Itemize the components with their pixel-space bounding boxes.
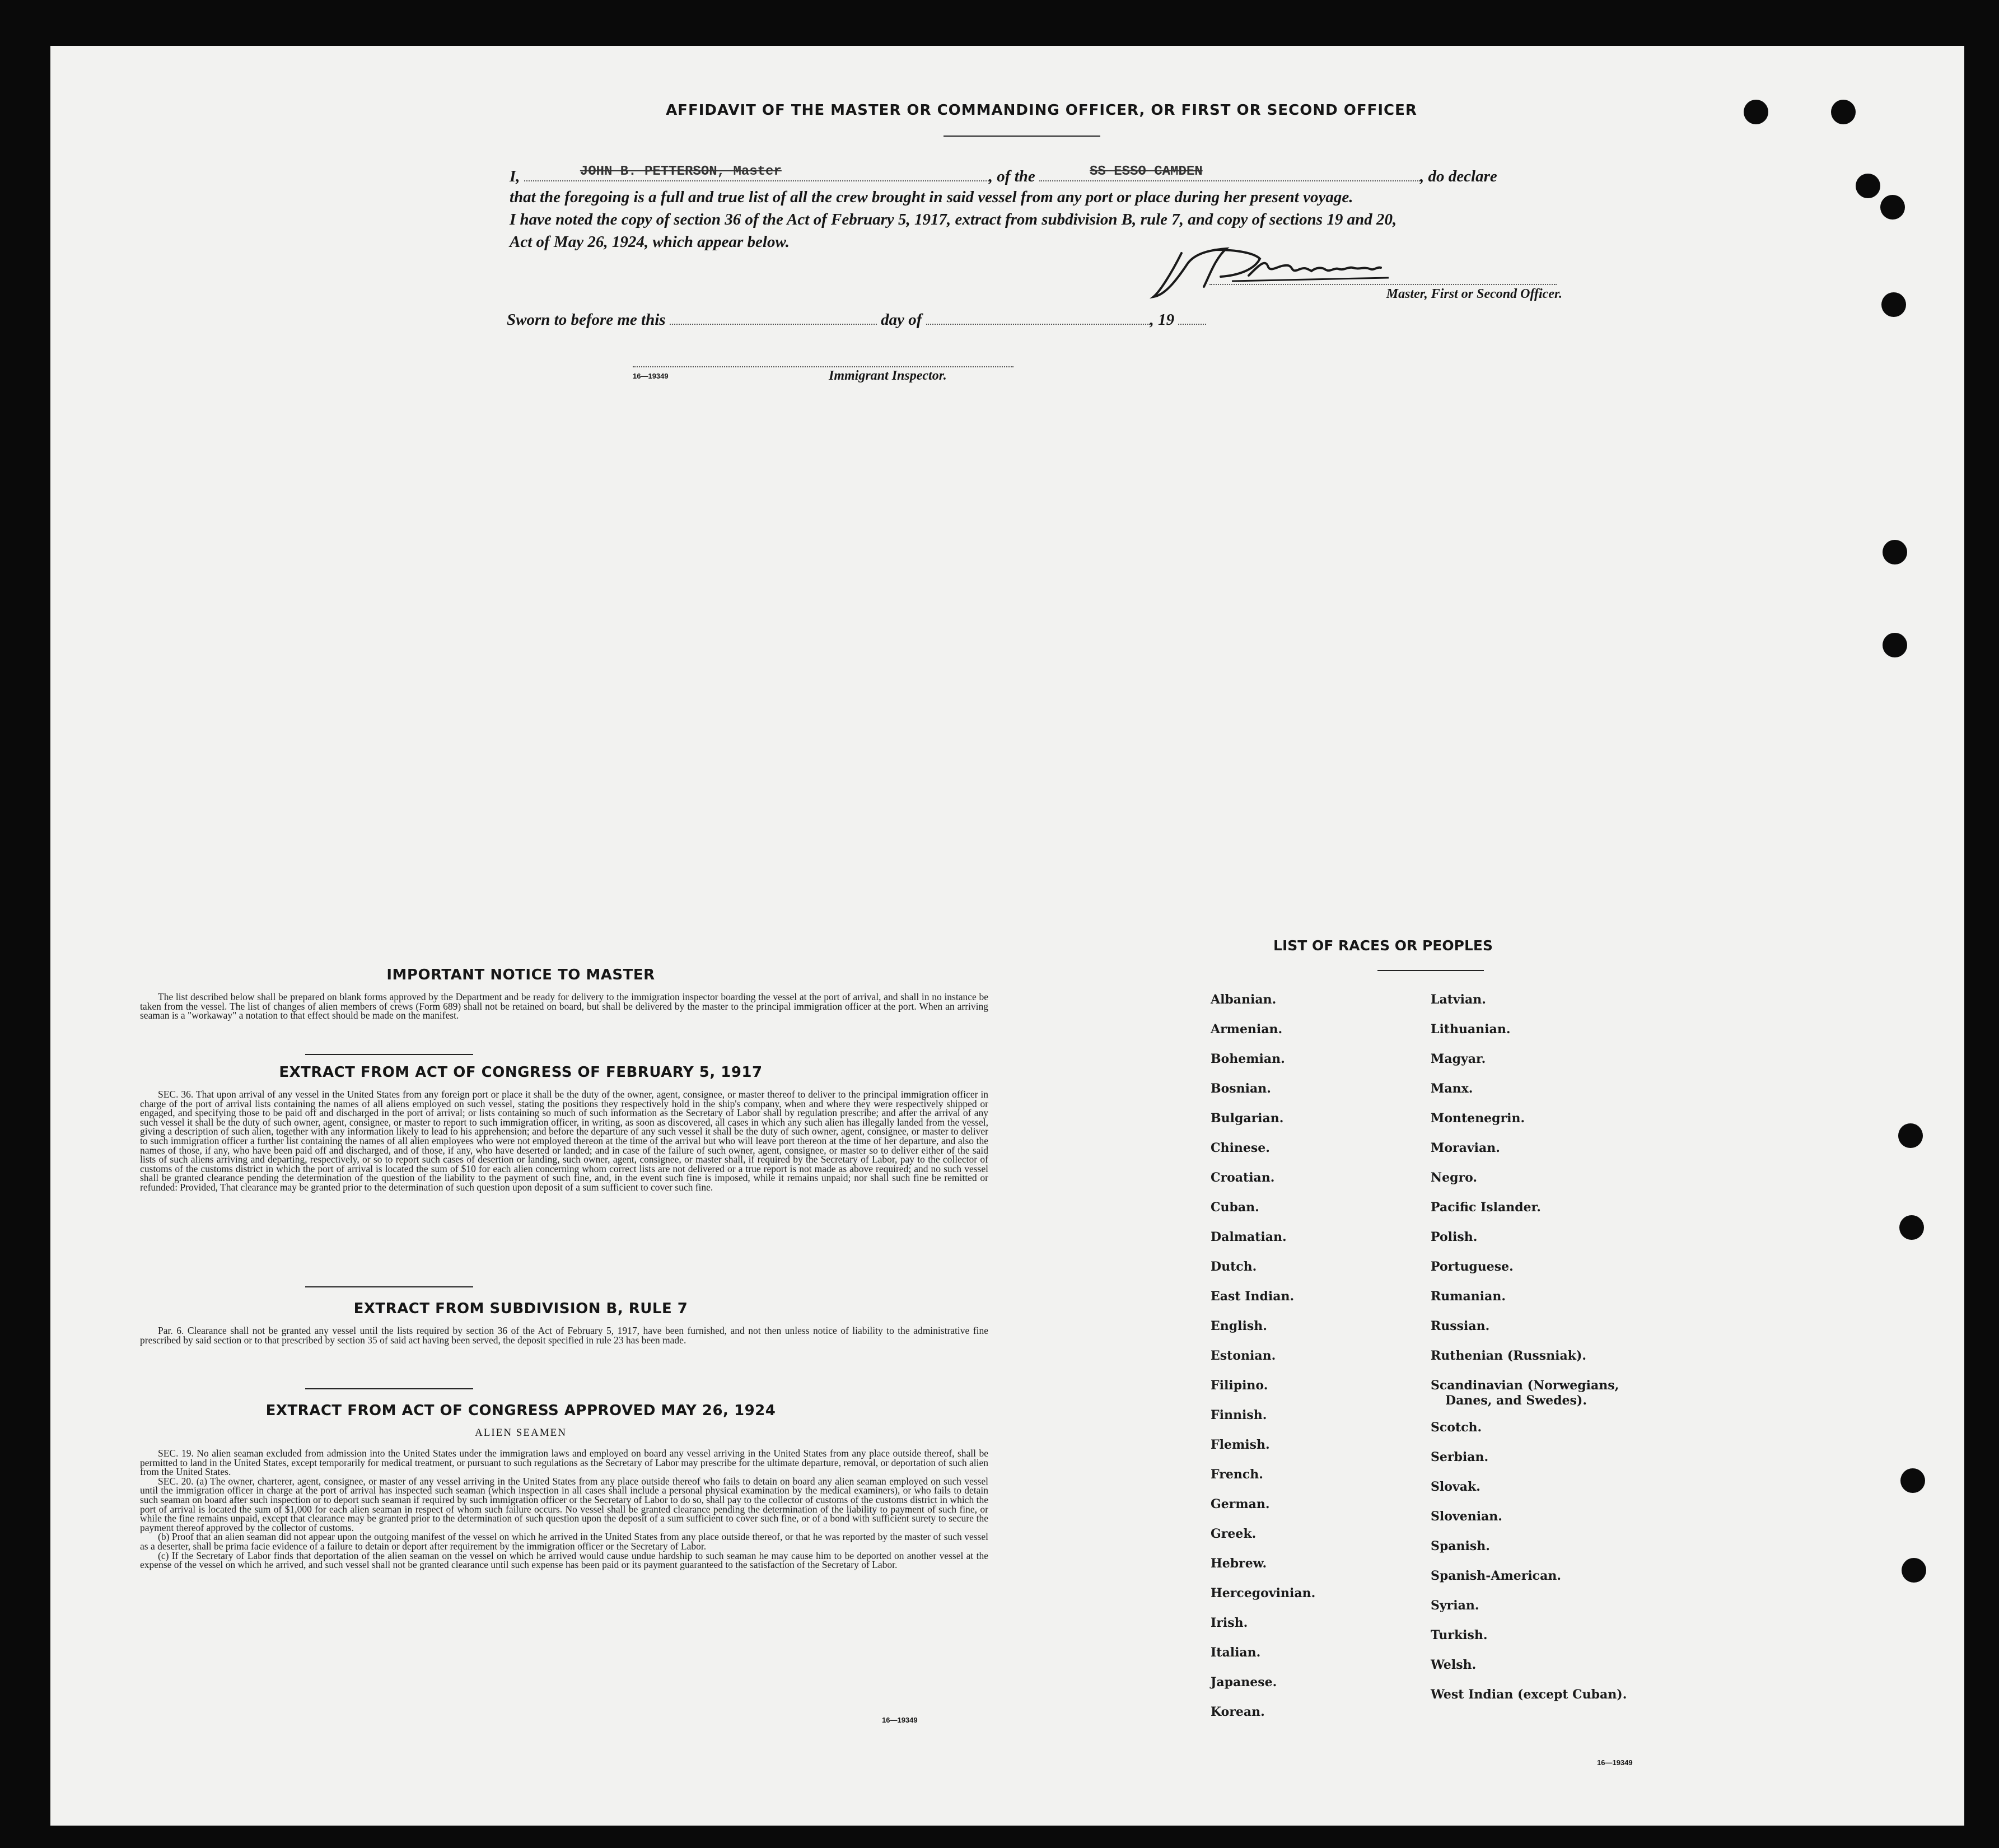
divider (305, 1286, 473, 1287)
extract-rule7-body (140, 1326, 988, 1345)
sworn-day-field (670, 309, 877, 325)
race-item: Negro. (1431, 1170, 1478, 1185)
punch-hole (1831, 100, 1856, 124)
section-20a-text: SEC. 20. (a) The owner, charterer, agent, consignee, or master of any vessel arriving in the United States from any place outside thereof who fails to detain on board any alien seaman employed on such vessel until the immigration officer in charge at the port of arrival has inspected such seaman (which inspection in all cases shall include a personal physical examination by the medical examiners), or who fails to detain such seaman on board after such inspection or to deport such seaman if required by such immigration officer or the Secretary of Labor to do so, shall pay to the collector of customs of the customs district in which the port of arrival is located the sum of $1,000 for each alien seaman in respect of whom such failure occurs. No vessel shall be granted clearance pending the determination of the liability to payment of such fine, or while the fine remains unpaid, except that clearance may be granted prior to the determination of such question upon the deposit of a sum sufficient to cover such fine, or of a bond with sufficient surety to secure the payment thereof approved by the collector of customs. (140, 1475, 988, 1533)
race-item: Slovenian. (1431, 1509, 1502, 1524)
race-item: Finnish. (1211, 1408, 1267, 1422)
race-item: Turkish. (1431, 1628, 1488, 1643)
race-item: Slovak. (1431, 1480, 1480, 1495)
divider (305, 1388, 473, 1389)
vessel-name-field (1039, 166, 1420, 181)
affidavit-i: I, (510, 167, 520, 185)
race-item: West Indian (except Cuban). (1431, 1687, 1627, 1702)
race-item: Ruthenian (Russniak). (1431, 1348, 1587, 1363)
race-item-line: Scandinavian (Norwegians, (1431, 1378, 1619, 1393)
race-item: East Indian. (1211, 1289, 1295, 1304)
master-name: JOHN B. PETTERSON, Master (580, 164, 782, 179)
section-20b-text: (b) Proof that an alien seaman did not appear upon the outgoing manifest of the vessel on which he arrived in the United States from any place outside thereof, or that he was reported by the master of such vessel as a deserter, shall be prima facie evidence of a failure to detain or deport after requirement by the immigration officer or the Secretary of Labor. (140, 1531, 988, 1552)
extract-1924-body (140, 1449, 988, 1570)
punch-hole (1902, 1558, 1926, 1583)
race-item: Syrian. (1431, 1598, 1479, 1613)
title-divider (944, 136, 1100, 137)
race-item: French. (1211, 1467, 1263, 1482)
race-item: Croatian. (1211, 1170, 1275, 1185)
extract-1917-body (140, 1090, 988, 1192)
race-item: Magyar. (1431, 1052, 1486, 1066)
race-item: Irish. (1211, 1616, 1248, 1630)
race-item: Scotch. (1431, 1420, 1482, 1435)
punch-hole (1899, 1215, 1924, 1240)
punch-hole (1898, 1123, 1923, 1148)
race-item: Flemish. (1211, 1438, 1270, 1452)
year-prefix: , 19 (1150, 311, 1175, 329)
affidavit-title: AFFIDAVIT OF THE MASTER OR COMMANDING OFFICER, OR FIRST OR SECOND OFFICER (666, 102, 1417, 119)
inspector-caption: Immigrant Inspector. (829, 368, 947, 383)
punch-hole (1880, 195, 1905, 220)
race-item: Dalmatian. (1211, 1230, 1287, 1244)
race-item: Chinese. (1211, 1141, 1270, 1155)
race-item: English. (1211, 1319, 1267, 1333)
affidavit-of-the: , of the (988, 167, 1035, 185)
race-item: Moravian. (1431, 1141, 1500, 1155)
punch-hole (1856, 174, 1880, 198)
race-item: Portuguese. (1431, 1259, 1514, 1274)
section-20c-text: (c) If the Secretary of Labor finds that deportation of the alien seaman on the vessel on which he arrived would cause undue hardship to such seaman he may cause him to be deported on another vessel at the expense of the vessel on which he arrived, and such vessel shall not be granted clearance until such expense has been paid or its payment guaranteed to the satisfaction of the Secretary of Labor. (140, 1550, 988, 1571)
master-name-field (524, 166, 989, 181)
divider (305, 1054, 473, 1055)
sworn-line (507, 309, 1571, 329)
race-item: Dutch. (1211, 1259, 1257, 1274)
affidavit-do-declare: , do declare (1420, 167, 1497, 185)
race-item: Welsh. (1431, 1658, 1477, 1673)
section-36-text: SEC. 36. That upon arrival of any vessel in the United States from any foreign port or place it shall be the duty of the owner, agent, consignee, or master thereof to deliver to the principal immigration officer in charge of the port of arrival lists containing the names of all aliens employed on such vessel, stating the positions they respectively hold in the ship's company, when and where they were respectively shipped or engaged, and specifying those to be paid off and discharged in the port of arrival; or lists containing so much of such information as the Secretary of Labor shall by regulation prescribe; and after the arrival of any such vessel it shall be the duty of such owner, agent, consignee, or master to report to such immigration officer, in writing, as soon as discovered, all cases in which any such alien has illegally landed from the vessel, giving a description of such alien, together with any information likely to lead to his apprehension; and before the departure of any such vessel it shall be the duty of such owner, agent, consignee, or master to deliver to such immigration officer a further list containing the names of all alien employees who were not employed thereon at the time of the arrival but who will leave port thereon at the time of her departure, and also the names of those, if any, who have been paid off and discharged, and of those, if any, who have deserted or landed; and in case of the failure of such owner, agent, consignee, or master so to deliver either of the said lists of such aliens arriving and departing, respectively, or so to report such cases of desertion or landing, such owner, agent, consignee, or master shall, if required by the Secretary of Labor, pay to the collector of customs of the customs district in which the port of arrival is located the sum of $10 for each alien concerning whom correct lists are not delivered or a true report is not made as above required; and no such vessel shall be granted clearance pending the determination of the question of the liability to the payment of such fine, and, in the event such fine is imposed, while it remains unpaid; nor shall such fine be remitted or refunded: Provided, That clearance may be granted prior to the determination of such question upon deposit of a sum sufficient to cover such fine. (140, 1089, 988, 1193)
race-item: Montenegrin. (1431, 1111, 1525, 1126)
race-item: Armenian. (1211, 1022, 1283, 1037)
race-item: Hebrew. (1211, 1556, 1267, 1571)
document-page (50, 46, 1964, 1826)
form-number-top: 16—19349 (633, 372, 669, 380)
race-item: Polish. (1431, 1230, 1478, 1244)
race-item: German. (1211, 1497, 1270, 1511)
notice-body (140, 992, 988, 1020)
punch-hole (1900, 1468, 1925, 1493)
race-item: Russian. (1431, 1319, 1490, 1333)
form-number-bottom: 16—19349 (882, 1716, 918, 1724)
races-divider (1377, 970, 1484, 971)
alien-seamen-subtitle: ALIEN SEAMEN (475, 1427, 567, 1439)
races-title: LIST OF RACES OR PEOPLES (1273, 937, 1493, 954)
race-item: Spanish-American. (1431, 1569, 1561, 1584)
sworn-month-field (926, 309, 1150, 325)
notice-title: IMPORTANT NOTICE TO MASTER (386, 967, 655, 983)
race-item: Rumanian. (1431, 1289, 1506, 1304)
punch-hole (1881, 292, 1906, 317)
race-item: Korean. (1211, 1705, 1265, 1719)
day-of-label: day of (881, 311, 922, 329)
extract-rule7-title: EXTRACT FROM SUBDIVISION B, RULE 7 (353, 1300, 688, 1317)
vessel-name: SS ESSO CAMDEN (1090, 164, 1203, 179)
race-item: Serbian. (1431, 1450, 1489, 1465)
inspector-line (633, 366, 1013, 367)
affidavit-line-4: Act of May 26, 1924, which appear below. (510, 233, 790, 251)
race-item: Estonian. (1211, 1348, 1276, 1363)
race-item: Filipino. (1211, 1378, 1268, 1393)
race-item: Italian. (1211, 1645, 1261, 1660)
sworn-year-field (1178, 309, 1206, 325)
race-item: Albanian. (1211, 992, 1277, 1007)
affidavit-line-3: I have noted the copy of section 36 of the Act of February 5, 1917, extract from subdivision B, rule 7, and copy of sections 19 and 20, (510, 211, 1397, 228)
race-item: Spanish. (1431, 1539, 1490, 1554)
race-item (1431, 1378, 1655, 1408)
race-item: Pacific Islander. (1431, 1200, 1541, 1215)
race-item: Manx. (1431, 1081, 1473, 1096)
race-item: Cuban. (1211, 1200, 1259, 1215)
signature-caption: Master, First or Second Officer. (1386, 287, 1562, 301)
race-item: Bosnian. (1211, 1081, 1271, 1096)
race-item-line: Danes, and Swedes). (1445, 1393, 1587, 1408)
race-item: Latvian. (1431, 992, 1486, 1007)
notice-paragraph: The list described below shall be prepared on blank forms approved by the Department and be ready for delivery to the immigration inspector boarding the vessel at the port of arrival, and shall in no instance be taken from the vessel. The list of changes of alien members of crews (Form 689) shall not be retained on board, but shall be delivered by the master to the principal immigration officer at the port. When an arriving seaman is a "workaway" a notation to that effect should be made on the manifest. (140, 991, 988, 1021)
race-item: Hercegovinian. (1211, 1586, 1316, 1600)
race-item: Lithuanian. (1431, 1022, 1511, 1037)
race-item: Greek. (1211, 1527, 1257, 1541)
sworn-text: Sworn to before me this (507, 311, 666, 329)
race-item: Japanese. (1211, 1675, 1277, 1690)
punch-hole (1883, 540, 1907, 564)
rule7-text: Par. 6. Clearance shall not be granted any vessel until the lists required by section 36 of the Act of February 5, 1917, have been furnished, and not then unless notice of liability to the administrative fine prescribed by said section or to that prescribed by section 35 of said act having been served, the deposit specified in rule 23 has been made. (140, 1325, 988, 1346)
form-number-races: 16—19349 (1597, 1758, 1633, 1767)
affidavit-line-1 (510, 166, 1573, 186)
affidavit-line-2: that the foregoing is a full and true list of all the crew brought in said vessel from any port or place during her present voyage. (510, 188, 1353, 206)
section-19-text: SEC. 19. No alien seaman excluded from admission into the United States under the immigration laws and employed on board any vessel arriving in the United States from any place outside thereof, shall be permitted to land in the United States, except temporarily for medical treatment, or pursuant to such regulations as the Secretary of Labor may prescribe for the ultimate departure, removal, or deportation of such alien from the United States. (140, 1448, 988, 1478)
signature-line (1209, 284, 1557, 285)
punch-hole (1744, 100, 1768, 124)
extract-1924-title: EXTRACT FROM ACT OF CONGRESS APPROVED MAY 26, 1924 (265, 1402, 776, 1419)
extract-1917-title: EXTRACT FROM ACT OF CONGRESS OF FEBRUARY 5, 1917 (279, 1064, 763, 1081)
punch-hole (1883, 633, 1907, 657)
race-item: Bohemian. (1211, 1052, 1285, 1066)
race-item: Bulgarian. (1211, 1111, 1284, 1126)
